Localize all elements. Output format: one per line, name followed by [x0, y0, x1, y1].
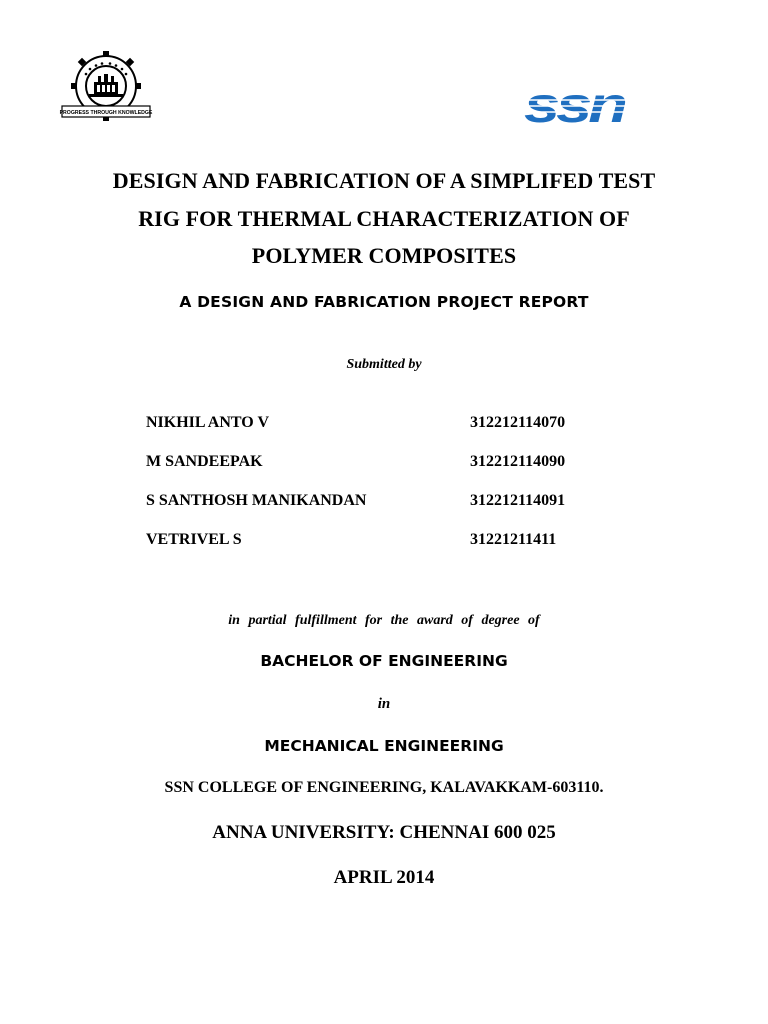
student-name: VETRIVEL S — [146, 531, 242, 548]
student-row — [0, 531, 768, 553]
svg-text:ssn: ssn — [524, 80, 626, 128]
student-reg-no: 312212114091 — [470, 492, 566, 509]
student-name: S SANTHOSH MANIKANDAN — [146, 492, 367, 509]
branch-name: MECHANICAL ENGINEERING — [264, 737, 504, 755]
submitted-by-label: Submitted by — [346, 357, 422, 372]
in-word: in — [377, 696, 391, 712]
title-line-2: RIG FOR THERMAL CHARACTERIZATION OF — [138, 206, 630, 231]
student-reg-no: 312212114090 — [470, 453, 566, 470]
university-name: ANNA UNIVERSITY: CHENNAI 600 025 — [212, 822, 556, 843]
student-reg-no: 31221211411 — [470, 531, 557, 548]
submission-date: APRIL 2014 — [333, 867, 435, 888]
student-name: M SANDEEPAK — [146, 453, 263, 470]
anna-university-motto: PROGRESS THROUGH KNOWLEDGE — [59, 110, 153, 116]
degree-name: BACHELOR OF ENGINEERING — [260, 652, 508, 670]
partial-fulfillment-text: in partial fulfillment for the award of degree of — [228, 613, 540, 628]
report-subtitle: A DESIGN AND FABRICATION PROJECT REPORT — [179, 293, 589, 311]
anna-university-logo — [56, 50, 156, 122]
ssn-logo — [522, 80, 626, 128]
student-row — [0, 414, 768, 436]
college-name: SSN COLLEGE OF ENGINEERING, KALAVAKKAM-603110. — [164, 779, 604, 796]
title-line-1: DESIGN AND FABRICATION OF A SIMPLIFED TEST — [112, 168, 656, 193]
student-row — [0, 453, 768, 475]
title-line-3: POLYMER COMPOSITES — [251, 243, 517, 268]
student-reg-no: 312212114070 — [470, 414, 566, 431]
student-name: NIKHIL ANTO V — [146, 414, 270, 431]
student-row — [0, 492, 768, 514]
